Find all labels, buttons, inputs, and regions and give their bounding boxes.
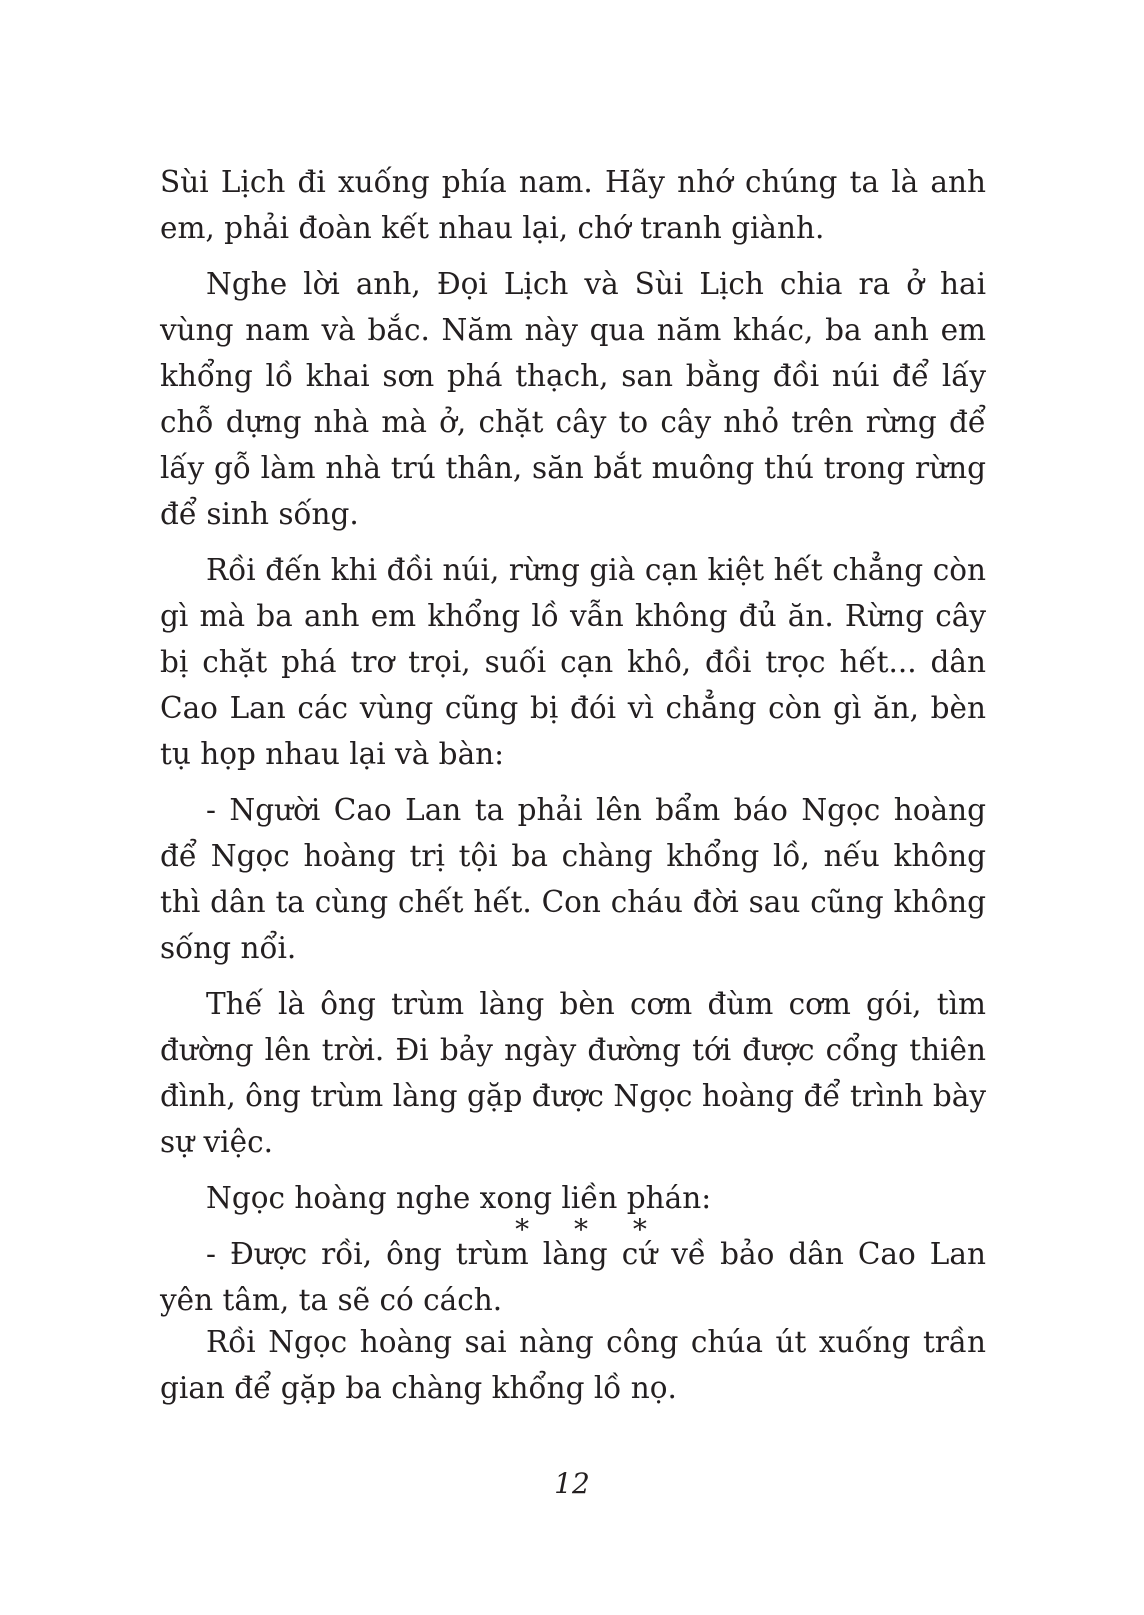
paragraph-4: - Người Cao Lan ta phải lên bẩm báo Ngọc hoàng để Ngọc hoàng trị tội ba chàng khổng lồ, nếu không thì dân ta cùng chết hết. Con cháu đời sau cũng không sống nổi.: [160, 793, 986, 965]
paragraph-2: Nghe lời anh, Đọi Lịch và Sùi Lịch chia ra ở hai vùng nam và bắc. Năm này qua năm khác, ba anh em khổng lồ khai sơn phá thạch, san bằng đồi núi để lấy chỗ dựng nhà mà ở, chặt cây to cây nhỏ trên rừng để lấy gỗ làm nhà trú thân, săn bắt muông thú trong rừng để sinh sống.: [160, 267, 986, 531]
paragraph-5: Thế là ông trùm làng bèn cơm đùm cơm gói, tìm đường lên trời. Đi bảy ngày đường tới được cổng thiên đình, ông trùm làng gặp được Ngọc hoàng để trình bày sự việc.: [160, 987, 986, 1159]
paragraph-3: Rồi đến khi đồi núi, rừng già cạn kiệt hết chẳng còn gì mà ba anh em khổng lồ vẫn không đủ ăn. Rừng cây bị chặt phá trơ trọi, suối cạn khô, đồi trọc hết... dân Cao Lan các vùng cũng bị đói vì chẳng còn gì ăn, bèn tụ họp nhau lại và bàn:: [160, 553, 986, 771]
section-separator: * * *: [515, 1213, 665, 1246]
paragraph-1: Sùi Lịch đi xuống phía nam. Hãy nhớ chúng ta là anh em, phải đoàn kết nhau lại, chớ tranh giành.: [160, 165, 986, 245]
paragraph-7: - Được rồi, ông trùm làng cứ về bảo dân Cao Lan yên tâm, ta sẽ có cách.: [160, 1237, 986, 1317]
page-number: 12: [554, 1467, 590, 1500]
closing-text: [160, 1319, 986, 1421]
paragraph-6: Ngọc hoàng nghe xong liền phán:: [206, 1181, 712, 1215]
main-text: [160, 159, 986, 1333]
paragraph-8: Rồi Ngọc hoàng sai nàng công chúa út xuống trần gian để gặp ba chàng khổng lồ nọ.: [160, 1325, 986, 1405]
